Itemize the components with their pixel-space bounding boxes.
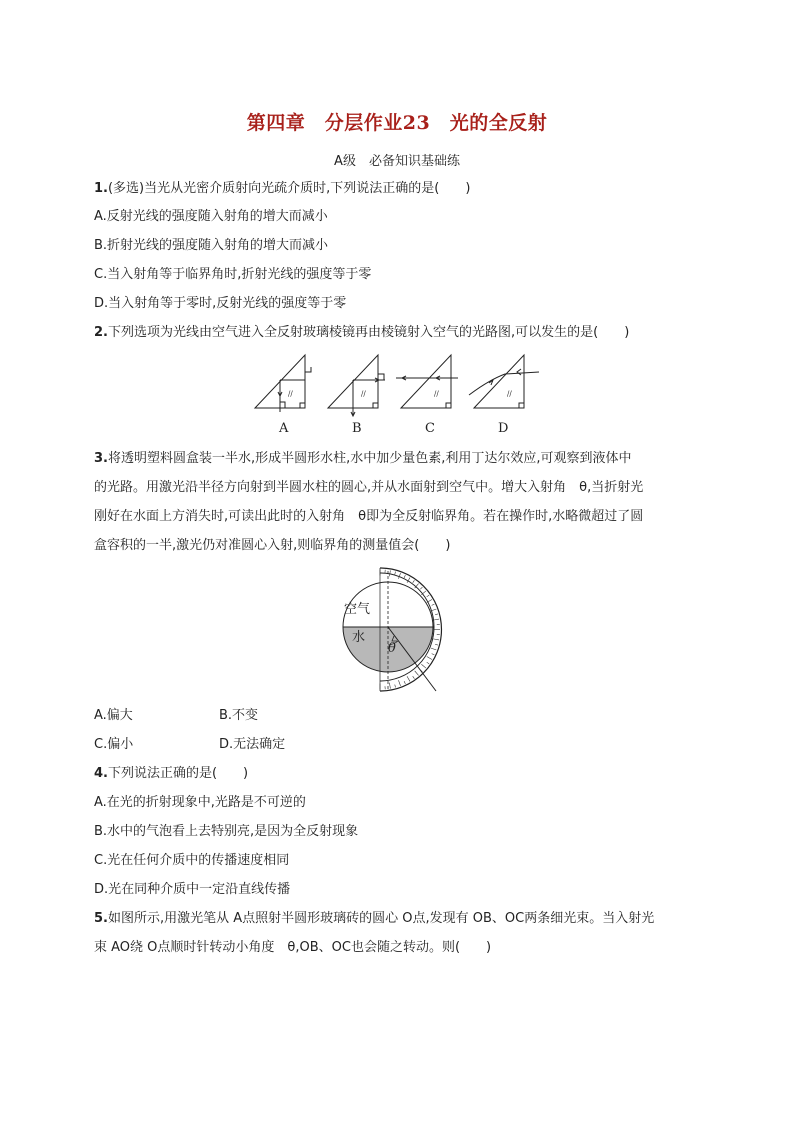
protractor-tick — [404, 681, 405, 684]
protractor-tick — [404, 575, 405, 578]
question-stem-line-3: 刚好在水面上方消失时,可读出此时的入射角 θ即为全反射临界角。若在操作时,水略微超过了圆 — [94, 509, 644, 524]
figure-label-b: B — [352, 421, 362, 436]
q1-option-d: D.当入射角等于零时,反射光线的强度等于零 — [94, 296, 347, 311]
question-3 — [94, 450, 632, 468]
figure-label-d: D — [498, 421, 509, 436]
q1-option-a: A.反射光线的强度随入射角的增大而减小 — [94, 209, 328, 224]
prism-a — [255, 355, 311, 412]
protractor-tick — [420, 587, 422, 589]
figure-label-a: A — [279, 421, 289, 436]
q3-option-d: D.无法确定 — [219, 737, 286, 752]
q4-option-c: C.光在任何介质中的传播速度相同 — [94, 853, 290, 868]
protractor-tick — [413, 676, 415, 678]
q3-option-a: A.偏大 — [94, 708, 133, 723]
question-number: 3. — [94, 451, 108, 466]
protractor-tick — [395, 685, 396, 688]
question-number: 4. — [94, 766, 108, 781]
label-water: 水 — [352, 630, 366, 645]
question-5 — [94, 910, 654, 928]
question-stem: 下列选项为光线由空气进入全反射玻璃棱镜再由棱镜射入空气的光路图,可以发生的是( ) — [107, 325, 630, 340]
svg-text://: // — [507, 390, 512, 398]
protractor-tick — [427, 657, 432, 660]
figure-label-c: C — [425, 421, 435, 436]
protractor-tick — [432, 604, 435, 605]
protractor-tick — [431, 648, 437, 650]
protractor-tick — [427, 595, 429, 597]
question-stem-line-2: 束 AO绕 O点顺时针转动小角度 θ,OB、OC也会随之转动。则( ) — [94, 940, 492, 955]
label-air: 空气 — [344, 602, 371, 617]
question-1 — [94, 180, 470, 198]
svg-text://: // — [288, 390, 293, 398]
question-number: 2. — [94, 325, 108, 340]
protractor-tick — [415, 671, 419, 676]
question-stem-line-2: 的光路。用激光沿半径方向射到半圆水柱的圆心,并从水面射到空气中。增大入射角 θ,当折射光 — [94, 480, 644, 495]
protractor-tick — [421, 664, 426, 668]
question-number: 1. — [94, 181, 108, 196]
protractor-tick — [435, 644, 438, 645]
question-stem: 下列说法正确的是( ) — [107, 766, 249, 781]
q4-option-b: B.水中的气泡看上去特别亮,是因为全反射现象 — [94, 824, 359, 839]
page-title: 第四章 分层作业23 光的全反射 — [246, 112, 548, 134]
q3-option-b: B.不变 — [219, 708, 259, 723]
q1-option-b: B.折射光线的强度随入射角的增大而减小 — [94, 238, 329, 253]
protractor-tick — [398, 680, 400, 686]
q4-option-d: D.光在同种介质中一定沿直线传播 — [94, 882, 291, 897]
protractor-tick — [407, 676, 410, 681]
question-stem: (多选)当光从光密介质射向光疏介质时,下列说法正确的是( ) — [107, 181, 471, 196]
protractor-tick — [395, 572, 396, 575]
svg-text://: // — [434, 390, 439, 398]
question-stem-line-1: 如图所示,用激光笔从 A点照射半圆形玻璃砖的圆心 O点,发现有 OB、OC两条细光束。当入射光 — [107, 911, 655, 926]
prism-c — [396, 355, 458, 408]
question-stem-line-1: 将透明塑料圆盒装一半水,形成半圆形水柱,水中加少量色素,利用丁达尔效应,可观察到液体中 — [107, 451, 632, 466]
protractor-tick — [389, 683, 390, 689]
protractor-tick — [433, 639, 439, 640]
q4-option-a: A.在光的折射现象中,光路是不可逆的 — [94, 795, 306, 810]
prism-b — [328, 355, 385, 416]
question-number: 5. — [94, 911, 108, 926]
prism-d — [469, 355, 539, 408]
protractor-tick — [433, 619, 439, 620]
question-4 — [94, 765, 248, 783]
label-theta: θ — [388, 641, 396, 656]
question-2 — [94, 324, 629, 342]
q1-option-c: C.当入射角等于临界角时,折射光线的强度等于零 — [94, 267, 372, 282]
question-stem-line-4: 盒容积的一半,激光仍对准圆心入射,则临界角的测量值会( ) — [94, 538, 451, 553]
section-level: A级 必备知识基础练 — [334, 154, 460, 169]
protractor-tick — [413, 580, 415, 582]
protractor-tick — [427, 662, 429, 664]
svg-text://: // — [361, 390, 366, 398]
protractor-tick — [432, 654, 435, 655]
q3-option-c: C.偏小 — [94, 737, 134, 752]
protractor-tick — [435, 614, 438, 615]
